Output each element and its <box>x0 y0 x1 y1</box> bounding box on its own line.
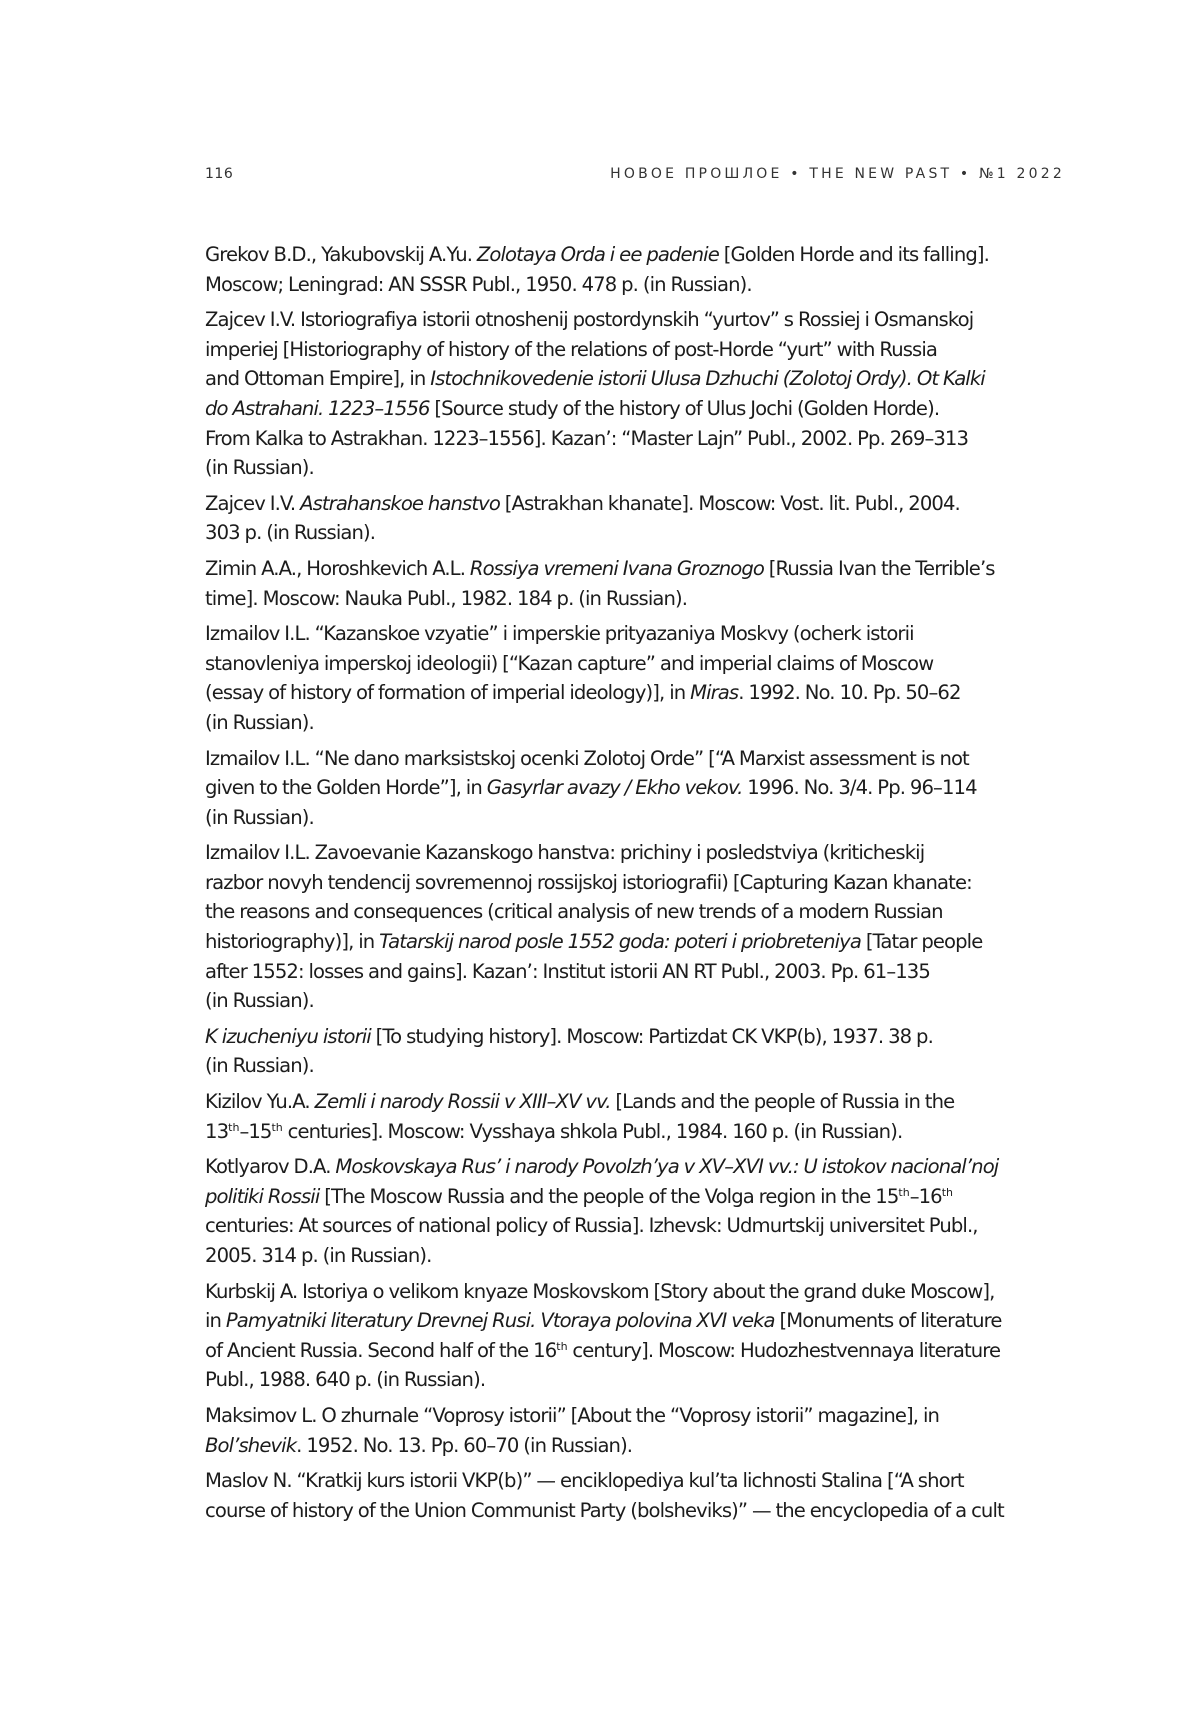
reference-text: Zajcev I.V. Istoriografiya istorii otnoshenij postordynskih “yurtov” s Rossiej i Osmanskoj imperiej [Historiography of history of the relations of post-Horde “yurt” with Russia and Ottoman Empire], in <box>205 308 974 391</box>
reference-text: [Source study of the history of Ulus Jochi (Golden Horde). From Kalka to Astrakhan. 1223–1556]. Kazan’: “Master Lajn” Publ., 2002. Pp. 269–313 (in Russian). <box>205 396 969 480</box>
italic-title: Miras <box>690 681 739 705</box>
reference-text: Kotlyarov D.A. <box>205 1155 336 1179</box>
reference-text: Zajcev I.V. <box>205 491 301 515</box>
reference-entry <box>205 1152 1067 1270</box>
reference-text: centuries]. Moscow: Vysshaya shkola Publ., 1984. 160 p. (in Russian). <box>282 1119 903 1143</box>
reference-text: Kurbskij A. Istoriya o velikom knyaze Moskovskom [Story about the grand duke Moscow], in <box>205 1279 995 1333</box>
superscript: th <box>556 1339 568 1353</box>
reference-text: Grekov B.D., Yakubovskij A.Yu. <box>205 243 477 266</box>
reference-entry <box>205 619 1067 737</box>
reference-text: Izmailov I.L. Zavoevanie Kazanskogo hanstva: prichiny i posledstviya (kriticheskij razbor novyh tendencij sovremennoj rossijskoj istoriografii) [Capturing Kazan khanate: the reasons and consequences (critical analysis of new trends of a modern Russian historiography)], in <box>205 841 972 954</box>
italic-title: Astrahanskoe hanstvo <box>300 491 500 515</box>
reference-text: [Russia Ivan the Terrible’s time]. Moscow: Nauka Publ., 1982. 184 p. (in Russian). <box>205 556 995 610</box>
reference-entry <box>205 1087 1067 1146</box>
reference-text: Izmailov I.L. “Ne dano marksistskoj ocenki Zolotoj Orde” [“A Marxist assessment is not given to the Golden Horde”], in <box>205 746 969 800</box>
reference-entry <box>205 838 1067 1016</box>
reference-entry <box>205 240 1067 299</box>
reference-text: –16 <box>909 1184 942 1208</box>
reference-text: [Golden Horde and its falling]. Moscow; Leningrad: AN SSSR Publ., 1950. 478 p. (in Russian). <box>205 243 989 296</box>
reference-entry <box>205 1022 1067 1081</box>
italic-title: Rossiya vremeni Ivana Groznogo <box>469 556 764 580</box>
journal-running-title: НОВОЕ ПРОШЛОЕ • THE NEW PAST • №1 2022 <box>610 166 1065 182</box>
reference-text: century]. Moscow: Hudozhestvennaya literature Publ., 1988. 640 p. (in Russian). <box>205 1338 1001 1392</box>
page-header <box>205 166 1065 188</box>
reference-text: Maksimov L. O zhurnale “Voprosy istorii” [About the “Voprosy istorii” magazine], in <box>205 1403 940 1427</box>
reference-text: –15 <box>239 1119 272 1143</box>
reference-entry <box>205 305 1067 483</box>
reference-text: Maslov N. “Kratkij kurs istorii VKP(b)” — enciklopediya kul’ta lichnosti Stalina [“A short course of history of the Union Communist Party (bolsheviks)” — the encyclopedia of a cult <box>205 1469 1004 1522</box>
reference-text: Zimin A.A., Horoshkevich A.L. <box>205 556 470 580</box>
reference-text: [To studying history]. Moscow: Partizdat CK VKP(b), 1937. 38 p. (in Russian). <box>205 1024 933 1078</box>
italic-title: Pamyatniki literatury Drevnej Rusi. Vtoraya polovina XVI veka <box>225 1309 775 1333</box>
italic-title: Gasyrlar avazy / Ekho vekov. <box>486 776 743 800</box>
reference-text: Kizilov Yu.A. <box>205 1090 315 1114</box>
reference-text: [The Moscow Russia and the people of the Volga region in the 15 <box>319 1184 899 1208</box>
reference-text: centuries: At sources of national policy of Russia]. Izhevsk: Udmurtskij universitet Publ., 2005. 314 p. (in Russian). <box>205 1214 978 1267</box>
page-number: 116 <box>205 166 234 182</box>
reference-text: [Astrakhan khanate]. Moscow: Vost. lit. Publ., 2004. 303 p. (in Russian). <box>205 491 960 545</box>
italic-title: Zolotaya Orda i ee padenie <box>476 243 719 266</box>
reference-entry <box>205 1401 1067 1460</box>
reference-entry <box>205 554 1067 613</box>
italic-title: Tatarskij narod posle 1552 goda: poteri i priobreteniya <box>379 930 861 954</box>
superscript: th <box>228 1120 240 1134</box>
reference-text: [Lands and the people of Russia in the 13 <box>205 1090 955 1143</box>
italic-title: Moskovskaya Rus’ i narody Povolzh’ya v XV–XVI vv.: U istokov nacional’noj politiki Rossii <box>205 1155 999 1208</box>
reference-entry <box>205 744 1067 833</box>
italic-title: K izucheniyu istorii <box>205 1024 371 1048</box>
reference-text: . 1952. No. 13. Pp. 60–70 (in Russian). <box>296 1433 633 1457</box>
reference-text: 1996. No. 3/4. Pp. 96–114 (in Russian). <box>205 776 977 829</box>
italic-title: Istochnikovedenie istorii Ulusa Dzhuchi (Zolotoj Ordy). Ot Kalki do Astrahani. 1223–1556 <box>205 367 985 420</box>
reference-text: [Monuments of literature of Ancient Russia. Second half of the 16 <box>205 1309 1002 1362</box>
reference-entry <box>205 489 1067 548</box>
superscript: th <box>941 1185 954 1199</box>
reference-entry <box>205 1466 1067 1525</box>
superscript: th <box>898 1185 910 1199</box>
reference-text: . 1992. No. 10. Pp. 50–62 (in Russian). <box>205 681 961 734</box>
reference-text: Izmailov I.L. “Kazanskoe vzyatie” i imperskie prityazaniya Moskvy (ocherk istorii stanovleniya imperskoj ideologii) [“Kazan capture” and imperial claims of Moscow (essay of history of formation of imperial ideology)], in <box>205 622 934 705</box>
reference-list <box>205 240 1067 1531</box>
superscript: th <box>271 1120 283 1134</box>
reference-entry <box>205 1277 1067 1395</box>
italic-title: Zemli i narody Rossii v XIII–XV vv. <box>314 1090 611 1114</box>
italic-title: Bol’shevik <box>205 1433 297 1457</box>
reference-text: [Tatar people after 1552: losses and gains]. Kazan’: Institut istorii AN RT Publ., 2003. Pp. 61–135 (in Russian). <box>205 930 983 1013</box>
